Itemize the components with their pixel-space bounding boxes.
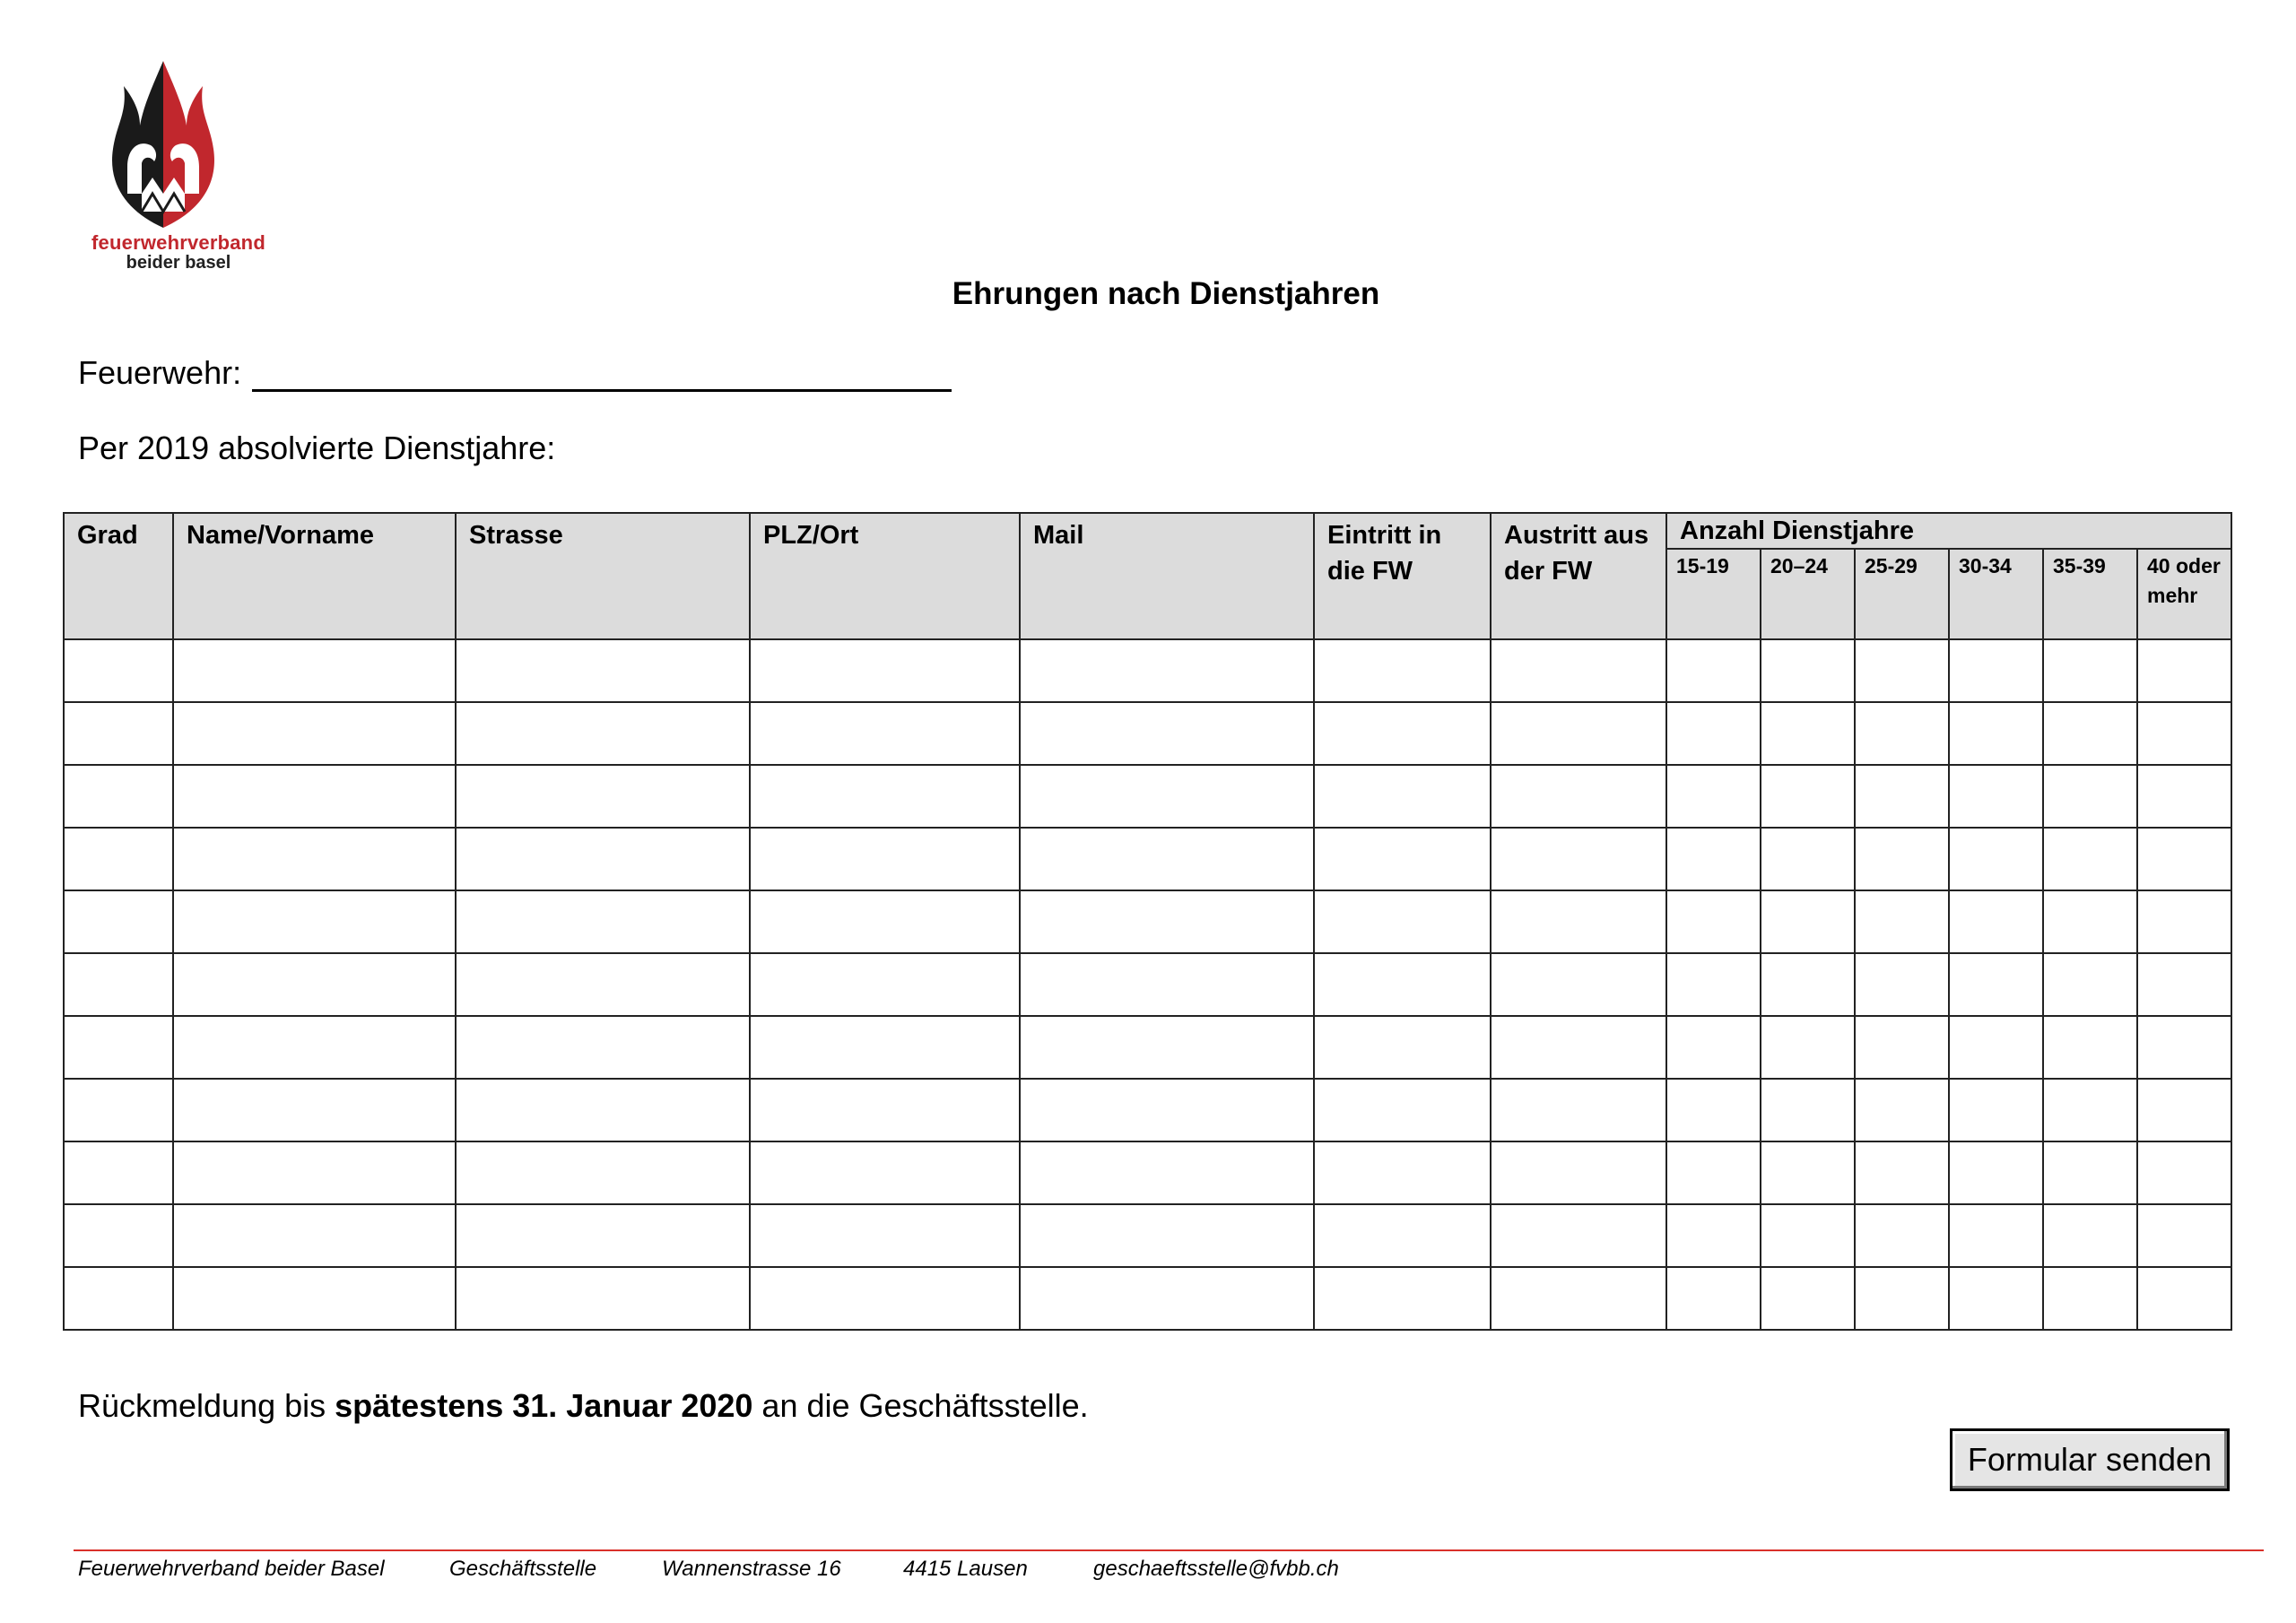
table-cell-input[interactable] (1020, 765, 1314, 828)
table-cell-input[interactable] (1020, 639, 1314, 702)
table-cell-input[interactable] (64, 1141, 173, 1204)
table-cell-input[interactable] (2137, 702, 2231, 765)
table-row (64, 1141, 2231, 1204)
table-cell-input[interactable] (64, 1016, 173, 1079)
table-body (64, 639, 2231, 1330)
table-cell-input[interactable] (64, 953, 173, 1016)
table-cell-input[interactable] (1949, 1204, 2043, 1267)
table-cell-input[interactable] (1020, 953, 1314, 1016)
table-cell-input[interactable] (1020, 1204, 1314, 1267)
table-cell-input[interactable] (2137, 1016, 2231, 1079)
table-cell-input[interactable] (1949, 1141, 2043, 1204)
footer-city: 4415 Lausen (903, 1557, 1028, 1581)
table-cell-input[interactable] (1491, 953, 1666, 1016)
table-cell-input[interactable] (1314, 890, 1491, 953)
table-row (64, 1267, 2231, 1330)
table-row (64, 702, 2231, 765)
table-cell-input[interactable] (750, 639, 1020, 702)
table-cell-input[interactable] (1949, 1267, 2043, 1330)
table-cell-input[interactable] (1314, 702, 1491, 765)
flame-crest-icon (100, 59, 226, 230)
table-cell-input[interactable] (750, 1079, 1020, 1141)
table-cell-input[interactable] (1020, 1141, 1314, 1204)
table-cell-input[interactable] (2043, 1267, 2137, 1330)
column-header-40-plus: 40 oder mehr (2137, 549, 2231, 639)
table-cell-input[interactable] (750, 1204, 1020, 1267)
table-cell-input[interactable] (1761, 1079, 1855, 1141)
table-cell-input[interactable] (1761, 639, 1855, 702)
table-cell-input[interactable] (456, 828, 750, 890)
footer-email[interactable]: geschaeftsstelle@fvbb.ch (1093, 1557, 1339, 1581)
table-cell-input[interactable] (1666, 1204, 1761, 1267)
table-cell-input[interactable] (2043, 765, 2137, 828)
table-cell-input[interactable] (456, 1267, 750, 1330)
table-cell-input[interactable] (456, 765, 750, 828)
table-cell-input[interactable] (1020, 702, 1314, 765)
table-cell-input[interactable] (1666, 1141, 1761, 1204)
table-cell-input[interactable] (1666, 702, 1761, 765)
logo-wordmark-line2: beider basel (126, 253, 231, 273)
table-row (64, 890, 2231, 953)
table-cell-input[interactable] (1949, 702, 2043, 765)
table-cell-input[interactable] (64, 828, 173, 890)
submit-form-button[interactable]: Formular senden (1950, 1428, 2230, 1491)
table-cell-input[interactable] (1666, 639, 1761, 702)
column-header-25-29: 25-29 (1855, 549, 1949, 639)
table-row (64, 1204, 2231, 1267)
column-header-15-19: 15-19 (1666, 549, 1761, 639)
table-cell-input[interactable] (2043, 1204, 2137, 1267)
table-cell-input[interactable] (1491, 890, 1666, 953)
table-row (64, 1016, 2231, 1079)
table-cell-input[interactable] (1855, 1079, 1949, 1141)
table-cell-input[interactable] (1855, 765, 1949, 828)
table-cell-input[interactable] (1949, 639, 2043, 702)
table-cell-input[interactable] (1491, 1141, 1666, 1204)
feuerwehr-field-row (78, 354, 952, 392)
table-cell-input[interactable] (1761, 1204, 1855, 1267)
table-cell-input[interactable] (1491, 1204, 1666, 1267)
table-cell-input[interactable] (64, 1204, 173, 1267)
table-cell-input[interactable] (750, 1267, 1020, 1330)
table-cell-input[interactable] (1855, 890, 1949, 953)
table-cell-input[interactable] (1314, 828, 1491, 890)
table-cell-input[interactable] (1855, 639, 1949, 702)
footer-divider (74, 1549, 2264, 1551)
table-cell-input[interactable] (1314, 639, 1491, 702)
table-cell-input[interactable] (1491, 702, 1666, 765)
table-cell-input[interactable] (1761, 702, 1855, 765)
table-cell-input[interactable] (2137, 890, 2231, 953)
column-group-anzahl-dienstjahre: Anzahl Dienstjahre (1666, 513, 2231, 549)
table-cell-input[interactable] (750, 702, 1020, 765)
table-cell-input[interactable] (1020, 828, 1314, 890)
table-cell-input[interactable] (456, 953, 750, 1016)
table-cell-input[interactable] (456, 702, 750, 765)
table-cell-input[interactable] (1491, 765, 1666, 828)
column-header-grad: Grad (64, 513, 173, 639)
table-cell-input[interactable] (456, 1141, 750, 1204)
table-cell-input[interactable] (456, 1079, 750, 1141)
per-label: Per 2019 absolvierte Dienstjahre: (78, 430, 556, 466)
table-cell-input[interactable] (1855, 702, 1949, 765)
footer-org: Feuerwehrverband beider Basel (78, 1557, 385, 1581)
table-cell-input[interactable] (2137, 1204, 2231, 1267)
table-cell-input[interactable] (1666, 765, 1761, 828)
deadline-date: spätestens 31. Januar 2020 (335, 1387, 753, 1424)
table-cell-input[interactable] (456, 1204, 750, 1267)
table-cell-input[interactable] (2043, 702, 2137, 765)
table-cell-input[interactable] (173, 953, 456, 1016)
table-cell-input[interactable] (1491, 1016, 1666, 1079)
service-years-table (63, 512, 2232, 1331)
table-cell-input[interactable] (64, 1079, 173, 1141)
table-cell-input[interactable] (64, 765, 173, 828)
table-cell-input[interactable] (1314, 1267, 1491, 1330)
column-header-30-34: 30-34 (1949, 549, 2043, 639)
table-cell-input[interactable] (1761, 765, 1855, 828)
footer-office: Geschäftsstelle (449, 1557, 597, 1581)
table-cell-input[interactable] (2043, 1016, 2137, 1079)
table-cell-input[interactable] (2137, 1141, 2231, 1204)
table-cell-input[interactable] (1855, 1267, 1949, 1330)
table-cell-input[interactable] (2137, 1079, 2231, 1141)
table-cell-input[interactable] (1020, 1267, 1314, 1330)
table-cell-input[interactable] (1491, 639, 1666, 702)
table-cell-input[interactable] (456, 1016, 750, 1079)
table-cell-input[interactable] (2137, 953, 2231, 1016)
table-cell-input[interactable] (1949, 890, 2043, 953)
table-cell-input[interactable] (1314, 1079, 1491, 1141)
feuerwehr-label: Feuerwehr: (78, 354, 242, 391)
table-cell-input[interactable] (2137, 828, 2231, 890)
table-cell-input[interactable] (1314, 953, 1491, 1016)
table-cell-input[interactable] (173, 765, 456, 828)
table-row (64, 828, 2231, 890)
table-cell-input[interactable] (1761, 1016, 1855, 1079)
table-cell-input[interactable] (456, 639, 750, 702)
table-cell-input[interactable] (1761, 953, 1855, 1016)
column-header-35-39: 35-39 (2043, 549, 2137, 639)
table-header-row (64, 513, 2231, 549)
table-cell-input[interactable] (1949, 1016, 2043, 1079)
table-cell-input[interactable] (1314, 1016, 1491, 1079)
table-cell-input[interactable] (1855, 953, 1949, 1016)
table-cell-input[interactable] (1020, 1079, 1314, 1141)
table-cell-input[interactable] (1855, 1016, 1949, 1079)
column-header-20-24: 20–24 (1761, 549, 1855, 639)
table-cell-input[interactable] (2137, 765, 2231, 828)
table-cell-input[interactable] (173, 639, 456, 702)
table-row (64, 953, 2231, 1016)
table-cell-input[interactable] (173, 1204, 456, 1267)
table-cell-input[interactable] (750, 828, 1020, 890)
logo (75, 59, 282, 274)
table-cell-input[interactable] (2137, 639, 2231, 702)
table-cell-input[interactable] (1949, 828, 2043, 890)
table-cell-input[interactable] (1491, 1267, 1666, 1330)
table-cell-input[interactable] (2043, 890, 2137, 953)
table-cell-input[interactable] (1666, 1079, 1761, 1141)
table-cell-input[interactable] (173, 1267, 456, 1330)
feuerwehr-input[interactable] (252, 355, 952, 392)
table-cell-input[interactable] (1314, 1141, 1491, 1204)
table-cell-input[interactable] (1761, 890, 1855, 953)
table-cell-input[interactable] (173, 1141, 456, 1204)
table-cell-input[interactable] (1949, 1079, 2043, 1141)
column-header-plz-ort: PLZ/Ort (750, 513, 1020, 639)
table-cell-input[interactable] (1666, 1267, 1761, 1330)
column-header-mail: Mail (1020, 513, 1314, 639)
table-cell-input[interactable] (2043, 953, 2137, 1016)
table-row (64, 1079, 2231, 1141)
footer-street: Wannenstrasse 16 (662, 1557, 841, 1581)
logo-wordmark-line1: feuerwehrverband (91, 231, 265, 254)
table-cell-input[interactable] (2043, 828, 2137, 890)
table-cell-input[interactable] (64, 702, 173, 765)
table-cell-input[interactable] (173, 1016, 456, 1079)
table-cell-input[interactable] (1666, 1016, 1761, 1079)
table-cell-input[interactable] (1491, 1079, 1666, 1141)
table-cell-input[interactable] (750, 890, 1020, 953)
table-cell-input[interactable] (2137, 1267, 2231, 1330)
table-cell-input[interactable] (1761, 828, 1855, 890)
table-cell-input[interactable] (173, 702, 456, 765)
table-cell-input[interactable] (2043, 639, 2137, 702)
table-cell-input[interactable] (1314, 765, 1491, 828)
deadline-suffix: an die Geschäftsstelle. (752, 1387, 1089, 1424)
table-cell-input[interactable] (173, 828, 456, 890)
table-cell-input[interactable] (64, 1267, 173, 1330)
table-cell-input[interactable] (456, 890, 750, 953)
table-cell-input[interactable] (2043, 1079, 2137, 1141)
column-header-austritt: Austritt aus der FW (1491, 513, 1666, 639)
table-cell-input[interactable] (1020, 890, 1314, 953)
table-cell-input[interactable] (173, 890, 456, 953)
column-header-name: Name/Vorname (173, 513, 456, 639)
table-cell-input[interactable] (750, 765, 1020, 828)
table-row (64, 639, 2231, 702)
table-cell-input[interactable] (750, 1016, 1020, 1079)
deadline-prefix: Rückmeldung bis (78, 1387, 335, 1424)
table-cell-input[interactable] (1020, 1016, 1314, 1079)
column-header-strasse: Strasse (456, 513, 750, 639)
table-row (64, 765, 2231, 828)
table-cell-input[interactable] (1666, 828, 1761, 890)
table-cell-input[interactable] (1949, 765, 2043, 828)
table-cell-input[interactable] (64, 890, 173, 953)
table-cell-input[interactable] (1761, 1267, 1855, 1330)
table-cell-input[interactable] (750, 953, 1020, 1016)
table-cell-input[interactable] (1949, 953, 2043, 1016)
table-cell-input[interactable] (1855, 1204, 1949, 1267)
deadline-note (78, 1387, 1089, 1425)
table-cell-input[interactable] (1761, 1141, 1855, 1204)
table-cell-input[interactable] (173, 1079, 456, 1141)
table-cell-input[interactable] (1855, 1141, 1949, 1204)
page-title: Ehrungen nach Dienstjahren (952, 276, 1380, 311)
table-cell-input[interactable] (1491, 828, 1666, 890)
table-cell-input[interactable] (1666, 890, 1761, 953)
table-cell-input[interactable] (1855, 828, 1949, 890)
table-cell-input[interactable] (1666, 953, 1761, 1016)
table-cell-input[interactable] (2043, 1141, 2137, 1204)
column-header-eintritt: Eintritt in die FW (1314, 513, 1491, 639)
table-cell-input[interactable] (64, 639, 173, 702)
table-cell-input[interactable] (750, 1141, 1020, 1204)
table-cell-input[interactable] (1314, 1204, 1491, 1267)
